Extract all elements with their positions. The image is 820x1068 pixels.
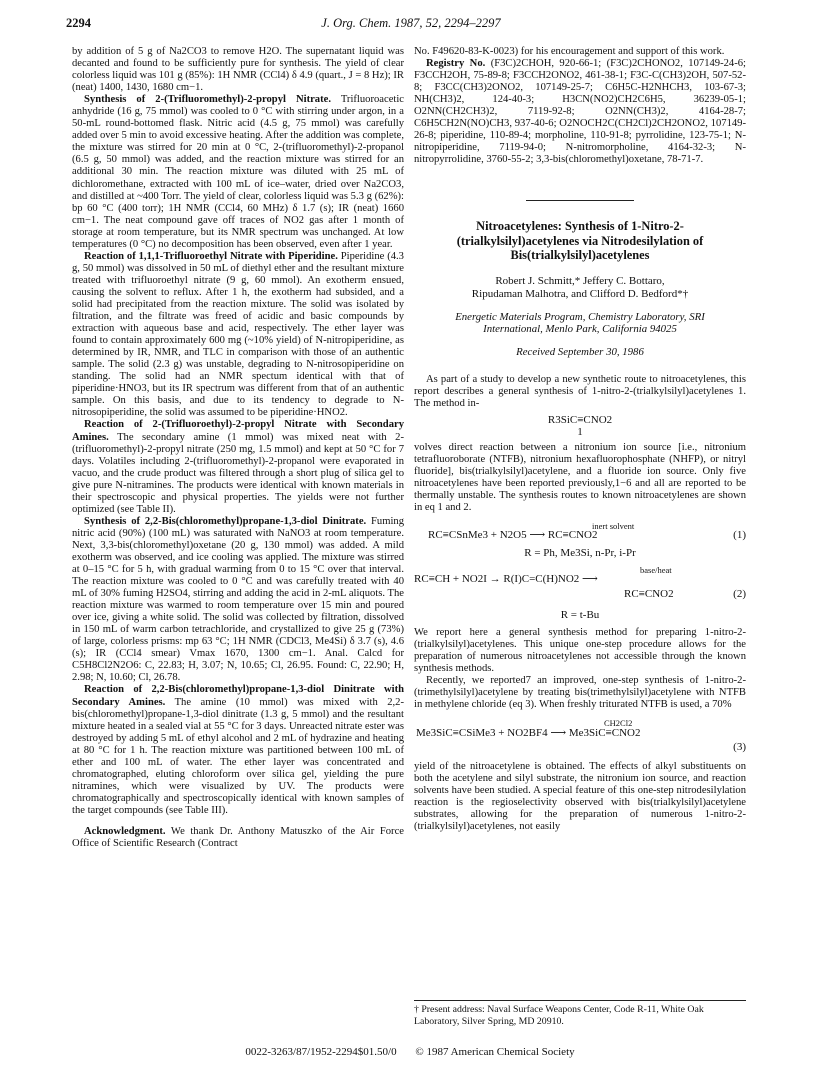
received-date: Received September 30, 1986	[516, 345, 644, 358]
formula-text: R3SiC≡CNO2	[547, 414, 613, 427]
section-body: Trifluoroacetic anhydride (16 g, 75 mmol) was cooled to 0 °C with stirring under argon, in a 50-mL round-bottomed flask. Nitric acid (4.5 g, 75 mmol) was carefully added over 5 min to avoid excessive heating. After the addition was complete, the mixture was stirred for 20 min at 0 °C, 2-(trifluoromethyl)-2-propanol (6.5 g, 50 mmol) was added, and the reaction mixture was stirred for an additional 30 min. The reaction mixture was diluted with 25 mL of dichloromethane, extracted with 100 mL of ice–water, dried over Na2CO3, and distilled at ~400 Torr. The yield of clear, colorless liquid was 5.3 g (62%): bp 60 °C (400 torr); 1H NMR (CCl4, 60 MHz) δ 1.7 (s); IR (neat) 1660 cm−1. The neat compound gave off traces of NO2 gas after 1 month of storage at room temperature, but its NMR spectrum was unchanged. At low temperatures (0 °C) no decomposition has been observed, even after 1 year.	[72, 94, 404, 250]
section-divider	[526, 200, 634, 201]
paragraph: We report here a general synthesis method for preparing 1-nitro-2-(trialkylsilyl)acetylenes. This unique one-step procedure allows for the preparation of numerous nitroacetylenes not accessible through the known synthesis methods.	[414, 626, 746, 674]
equation-text: RC≡CSnMe3 + N2O5 ⟶ RC≡CNO2	[428, 528, 598, 541]
ack-body: We thank Dr. Anthony Matuszko of the Air Force Office of Scientific Research (Contract	[72, 826, 404, 850]
equation-1	[414, 521, 746, 541]
equation-text: Me3SiC≡CSiMe3 + NO2BF4 ⟶ Me3SiC≡CNO2	[416, 727, 641, 739]
section-dinitrate-amines	[72, 684, 404, 817]
section-body: Fuming nitric acid (90%) (100 mL) was saturated with NaNO3 at room temperature. Next, 3,3-bis(chloromethyl)oxetane (20 g, 130 mmol) was added. A mild exotherm was observed, and ice cooling was applied. The mixture was stirred at 0–15 °C for 5 h, with gradual warming from 0 to 15 °C over that interval. The reaction mixture was cooled to 0 °C and was carefully treated with 40 mL of 30% fuming H2SO4, stirring and adding the acid in 2-mL aliquots. The reaction mixture was warmed to room temperature over 15 min and poured over ice, giving a white solid. The solid was collected by filtration, dissolved in 150 mL of warm carbon tetrachloride, and crystallized to give 25 g (73%) of large, colorless prisms: mp 63 °C; 1H NMR (CDCl3, Me4Si) δ 3.7 (s), 4.6 (s); IR (CCl4 smear) Vmax 1670, 1300 cm−1. Anal. Calcd for C5H8Cl2N2O6: C, 22.83; H, 3.07; N, 10.65; Cl, 26.95. Found: C, 22.90; H, 2.98; N, 10.60; Cl, 26.78.	[72, 515, 404, 684]
section-body: The amine (10 mmol) was mixed with 2,2-bis(chloromethyl)propane-1,3-diol dinitrate (1.3 g, 5 mmol) and the resultant mixture heated in a sealed vial at 55 °C for 3 days. Unreacted nitrate ester was destroyed by adding 5 mL of ethyl alcohol and 2 mL of hydrazine and heating at 80 °C for 1 h. The reaction mixture was partitioned between 100 mL of ether and 100 mL of water. The ether layer was concentrated and chromatographed, eluting chloroform over silica gel, yielding the pure nitramines, which were visualized by UV. The products were chromatographically and spectroscopically identical with known samples of the target compounds (see Table III).	[72, 696, 404, 816]
affiliation-line: Energetic Materials Program, Chemistry Laboratory, SRI	[455, 310, 705, 323]
paragraph: volves direct reaction between a nitronium ion source [i.e., nitronium tetrafluoroborate (NTFB), nitronium hexafluorophosphate (NHFP), or nitryl fluoride], bis(trialkylsilyl)acetylene, and a fluoride ion source. Only five nitroacetylenes have been reported previously,1−6 and all are reported to be thermally unstable. The synthesis routes to known nitroacetylenes are shown in eq 1 and 2.	[414, 442, 746, 514]
section-secondary-amines	[72, 419, 404, 515]
formula-1	[414, 414, 746, 438]
section-heading: Reaction of 1,1,1-Trifluoroethyl Nitrate with Piperidine.	[84, 250, 338, 262]
affiliation-line: International, Menlo Park, California 94025	[483, 323, 677, 336]
equation-number: (1)	[733, 528, 746, 541]
authors	[414, 275, 746, 301]
footnote: † Present address: Naval Surface Weapons Center, Code R-11, White Oak Laboratory, Silver Spring, MD 20910.	[414, 1000, 746, 1027]
acknowledgment	[72, 826, 404, 850]
affiliation	[414, 311, 746, 336]
left-column	[72, 46, 404, 850]
equation-condition: CH2Cl2	[604, 718, 633, 728]
section-trifluoromethyl-propyl-nitrate	[72, 94, 404, 251]
journal-citation: J. Org. Chem. 1987, 52, 2294–2297	[321, 16, 501, 30]
registry-numbers	[414, 58, 746, 166]
section-body: Piperidine (4.3 g, 50 mmol) was dissolved in 50 mL of diethyl ether and the resultant mixture treated with trifluoroethyl nitrate (9 g, 60 mmol). An exotherm ensued, causing the solvent to reflux. After 1 h, the exotherm had subsided, and a solid had precipitated from the reaction mixture. The solid was isolated by filtration, and the filtrate was freed of acidic and basic compounds by extraction with aqueous base and acid, respectively. The ether layer was found to contain approximately 600 mg (~10% yield) of N-nitropiperidine, as determined by IR, NMR, and TLC in comparison with those of an authentic sample. The solid (2.3 g) was unstable, degrading to N-nitrosopiperidine on standing. The solid had an NMR spectum identical with that of piperidine·HNO3, but its IR spectrum was different from that of an authentic sample. On this basis, and due to its tendency to degrade to N-nitrosopiperidine, the solid was assumed to be piperidine·HNO2.	[72, 250, 404, 419]
section-heading: Reaction of 2,2-Bis(chloromethyl)propane-1,3-diol Dinitrate with Secondary Amines.	[72, 684, 404, 708]
equation-text: RC≡CH + NO2I → R(I)C=C(H)NO2 ⟶	[414, 572, 598, 585]
page-number: 2294	[66, 16, 91, 30]
ack-heading: Acknowledgment.	[84, 826, 166, 837]
equation-condition: base/heat	[640, 564, 672, 575]
publication-code: 0022-3263/87/1952-2294$01.50/0	[245, 1046, 397, 1058]
equation-2-substituents: R = t-Bu	[560, 608, 600, 621]
registry-heading: Registry No.	[426, 58, 486, 70]
paragraph: No. F49620-83-K-0023) for his encouragement and support of this work.	[414, 46, 725, 57]
equation-condition: inert solvent	[592, 520, 635, 531]
formula-number: 1	[577, 426, 583, 439]
article-title: Nitroacetylenes: Synthesis of 1-Nitro-2-(trialkylsilyl)acetylenes via Nitrodesilylation of Bis(trialkylsilyl)acetylenes	[456, 219, 704, 263]
section-heading: Reaction of 2-(Trifluoroethyl)-2-propyl Nitrate with Secondary Amines.	[72, 419, 404, 443]
paragraph: Recently, we reported7 an improved, one-step synthesis of 1-nitro-2-(trimethylsilyl)acetylene by treating bis(trimethylsilyl)acetylene with NTFB in methylene chloride (eq 3). When freshly triturated NTFB is used, a 70%	[414, 674, 746, 710]
equation-number: (2)	[733, 587, 746, 600]
author-line: Ripudaman Malhotra, and Clifford D. Bedford*†	[471, 287, 689, 300]
equation-number: (3)	[733, 741, 746, 753]
equation-1-substituents: R = Ph, Me3Si, n-Pr, i-Pr	[524, 546, 636, 559]
equation-continuation: RC≡CNO2	[624, 587, 674, 600]
equation-3	[414, 717, 746, 755]
section-body: The secondary amine (1 mmol) was mixed neat with 2-(trifluoromethyl)-2-propyl nitrate (250 mg, 1.5 mmol) and kept at 50 °C for 7 days. Volatiles including 2-(trifluoromethyl)-2-propanol were evaporated in vacuo, and the crude product was filtered through a short plug of silica gel to give pure N-nitramines. The products were identical with known materials in their spectroscopic and physical properties. The yields were not further optimized (see Table II).	[72, 431, 404, 515]
equation-2	[414, 565, 746, 603]
running-header	[66, 16, 756, 32]
page-footer	[0, 1046, 820, 1058]
section-dinitrate-synthesis	[72, 516, 404, 685]
paragraph: by addition of 5 g of Na2CO3 to remove H2O. The supernatant liquid was decanted and found to be sufficiently pure for synthesis. The yield of clear colorless liquid was 101 g (85%): 1H NMR (CCl4) δ 4.9 (quart., J = 8 Hz); IR (neat) 1400, 1430, 1680 cm−1.	[72, 46, 404, 94]
right-column	[414, 46, 746, 833]
paragraph: As part of a study to develop a new synthetic route to nitroacetylenes, this report describes a general synthesis of 1-nitro-2-(trialkylsilyl)acetylenes 1. The method in-	[414, 374, 746, 410]
registry-body: (F3C)2CHOH, 920-66-1; (F3C)2CHONO2, 107149-24-6; F3CCH2OH, 75-89-8; F3CCH2ONO2, 461-38-1; F3C-C(CH3)2OH, 507-52-8; F3CC(CH3)2ONO2, 107149-25-7; C6H5C-H2NHCH3, 103-67-3; NH(CH3)2, 124-40-3; H3CN(NO2)CH2C6H5, 36239-05-1; O2NN(CH2CH3)2, 7119-92-8; O2NN(CH3)2, 4164-28-7; C6H5CH2N(NO)CH3, 937-40-6; O2NOCH2C(CH2Cl)2CH2ONO2, 107149-26-8; piperidine, 110-89-4; morpholine, 110-91-8; pyrrolidine, 123-75-1; N-nitropiperidine, 7119-94-0; N-nitromorpholine, 4164-32-3; N-nitropyrrolidine, 3760-55-2; 3,3-bis(chloromethyl)oxetane, 78-71-7.	[414, 58, 746, 166]
section-heading: Synthesis of 2,2-Bis(chloromethyl)propane-1,3-diol Dinitrate.	[84, 515, 367, 527]
section-heading: Synthesis of 2-(Trifluoromethyl)-2-propyl Nitrate.	[84, 94, 331, 106]
section-trifluoroethyl-piperidine	[72, 251, 404, 420]
copyright: © 1987 American Chemical Society	[415, 1046, 575, 1058]
paragraph: yield of the nitroacetylene is obtained. The effects of alkyl substituents on both the acetylene and silyl substrate, the nitronium ion source, and reaction solvents have been studied. A special feature of this one-step nitrodesilylation reaction is the regioselectivity observed with bis(trialkylsilyl)acetylene substrates, allowing for the preparation of numerous 1-nitro-2-(trialkylsilyl)acetylenes, not easily	[414, 761, 746, 833]
author-line: Robert J. Schmitt,* Jeffery C. Bottaro,	[495, 274, 665, 287]
